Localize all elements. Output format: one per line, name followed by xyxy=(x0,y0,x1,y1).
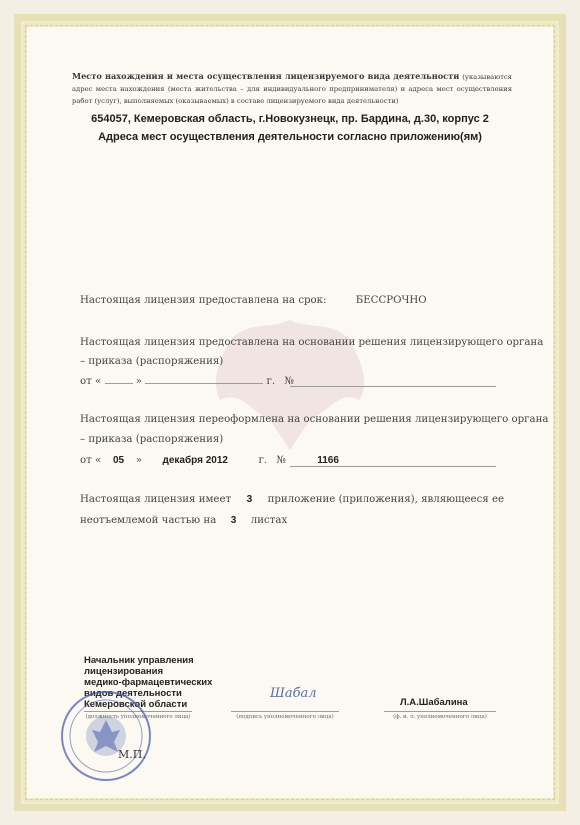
annex-row1 xyxy=(80,494,504,505)
grant-number-line xyxy=(290,386,496,387)
term-label: Настоящая лицензия предоставлена на срок: xyxy=(80,295,327,306)
address-line: 654057, Кемеровская область, г.Новокузнецк, пр. Бардина, д.30, корпус 2 xyxy=(91,113,489,125)
caption-signature: (подпись уполномоченного лица) xyxy=(236,714,334,720)
reissue-month-year: декабря 2012 xyxy=(162,455,228,466)
position-line: медико-фармацевтических xyxy=(84,677,213,688)
reissue-number-sign: № xyxy=(276,455,286,466)
position-line: лицензирования xyxy=(84,666,164,677)
caption-name: (ф. и. о. уполномоченного лица) xyxy=(393,714,487,720)
annex-middle: приложение (приложения), являющееся ее xyxy=(267,494,505,505)
term-row xyxy=(80,295,427,306)
grant-line2: – приказа (распоряжения) xyxy=(80,356,224,367)
reissue-date-row xyxy=(80,455,500,466)
header-text xyxy=(72,71,512,107)
handwritten-signature: Шабал xyxy=(270,686,317,701)
reissue-number: 1166 xyxy=(317,455,339,466)
reissue-from: от « xyxy=(80,455,102,466)
signatory-name: Л.А.Шабалина xyxy=(400,697,468,708)
annex-row2 xyxy=(80,515,287,526)
reissue-quote: » xyxy=(135,455,142,466)
header-note: (указываются адрес места нахождения (места жительства – для индивидуального предпринимателя) и адреса мест осуществления работ (услуг), выполняемых (оказываемых) в составе лицензируемого вида деятельности) xyxy=(72,73,512,105)
annex-suffix: листах xyxy=(250,515,288,526)
grant-line1: Настоящая лицензия предоставлена на основании решения лицензирующего органа xyxy=(80,337,544,348)
address-note: Адреса мест осуществления деятельности согласно приложению(ям) xyxy=(98,131,482,143)
position-line: Начальник управления xyxy=(84,655,194,666)
position-line: видов деятельности xyxy=(84,688,182,699)
position-line: Кемеровской области xyxy=(84,699,188,710)
annex-prefix: Настоящая лицензия имеет xyxy=(80,494,232,505)
name-line xyxy=(384,711,496,712)
signature-line xyxy=(231,711,339,712)
stamp-mark-label: М.П. xyxy=(118,748,146,761)
official-seal-stamp xyxy=(60,690,152,782)
header-title: Место нахождения и места осуществления лицензируемого вида деятельности xyxy=(72,71,460,81)
caption-position: (должность уполномоченного лица) xyxy=(85,714,191,720)
grant-number-sign: № xyxy=(284,376,294,387)
grant-from: от « xyxy=(80,376,102,387)
annex-line2-prefix: неотъемлемой частью на xyxy=(80,515,217,526)
reissue-line1: Настоящая лицензия переоформлена на основании решения лицензирующего органа xyxy=(80,414,549,425)
grant-quote: » xyxy=(135,376,142,387)
reissue-year: г. xyxy=(258,455,268,466)
term-value: БЕССРОЧНО xyxy=(355,295,427,306)
reissue-number-line xyxy=(290,466,496,467)
annex-count: 3 xyxy=(246,494,253,505)
annex-sheets: 3 xyxy=(230,515,237,526)
reissue-day: 05 xyxy=(112,455,125,466)
grant-year: г. xyxy=(266,376,276,387)
reissue-line2: – приказа (распоряжения) xyxy=(80,434,224,445)
